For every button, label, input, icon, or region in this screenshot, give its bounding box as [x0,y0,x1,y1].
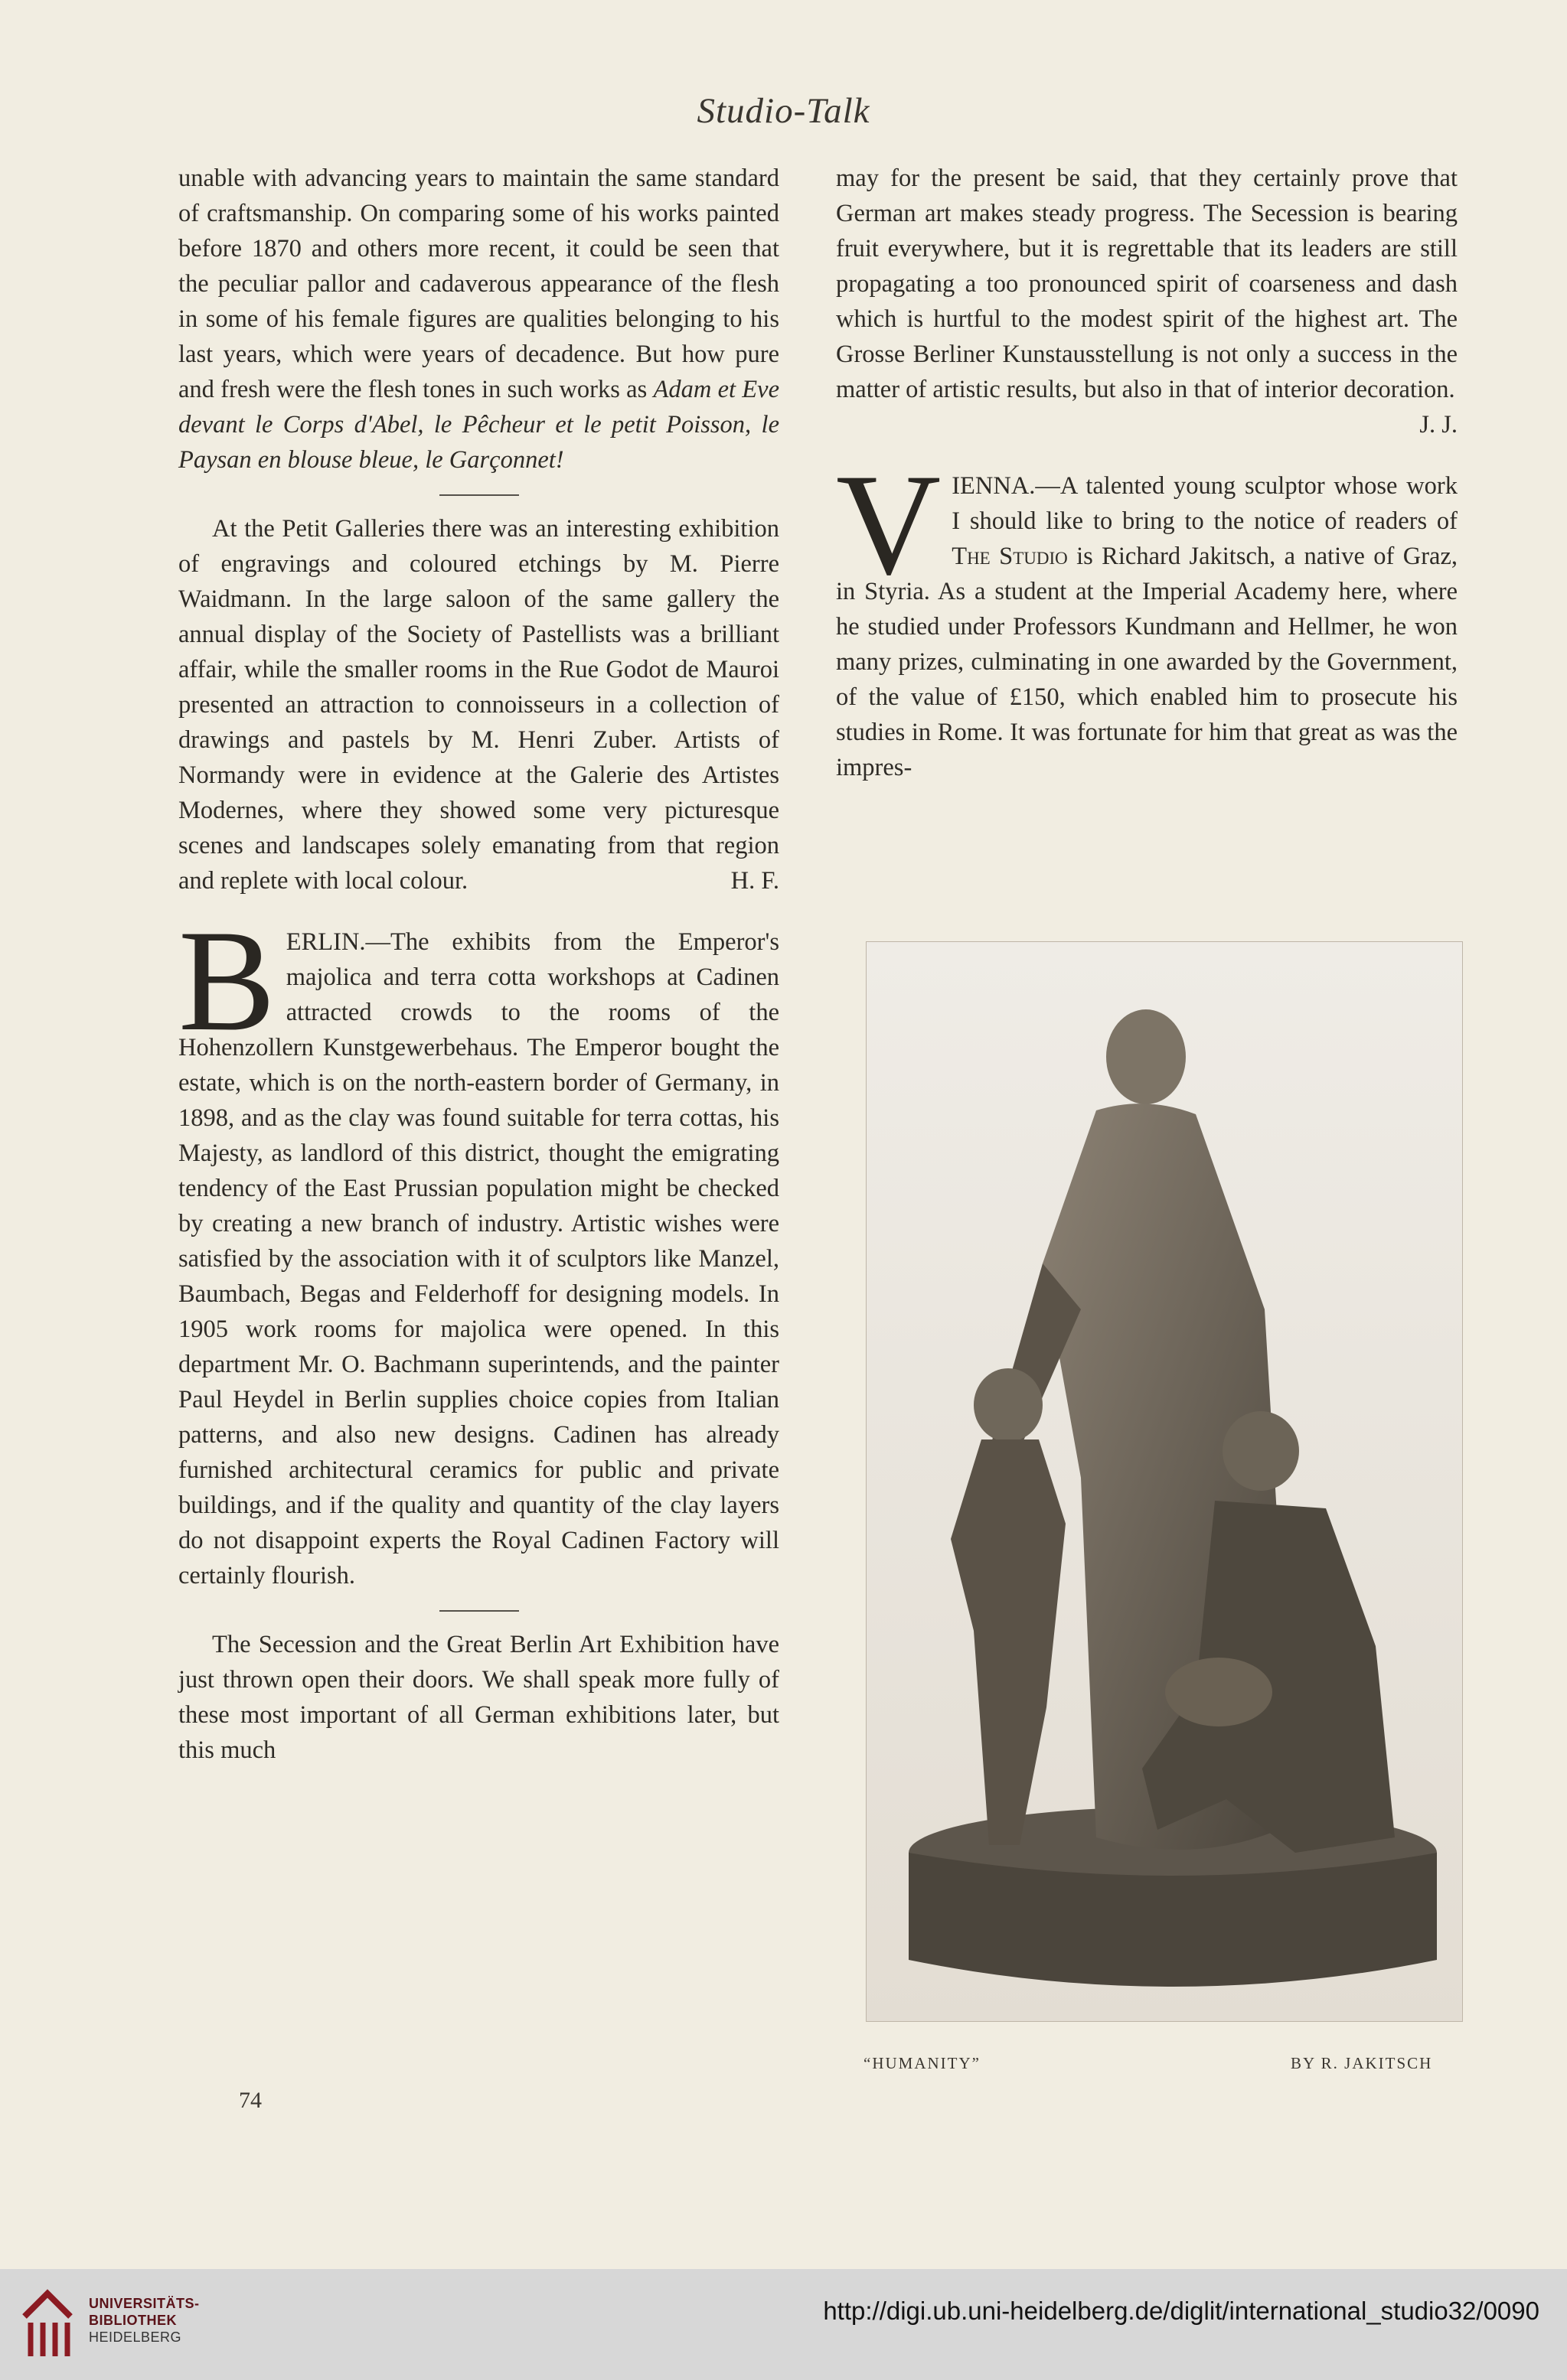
paragraph-text: ERLIN.—The exhibits from the Emperor's majolica and terra cotta workshops at Cadinen attracted crowds to the rooms of the Hohenzollern Kunstgewerbehaus. The Emperor bought the estate, which is on the north-eastern border of Germany, in 1898, and as the clay was found suitable for terra cottas, his Majesty, as landlord of this district, thought the emigrating tendency of the East Prussian population might be checked by creating a new branch of industry. Artistic wishes were satisfied by the association with it of sculptors like Manzel, Baumbach, Begas and Felderhoff for designing models. In 1905 work rooms for majolica were opened. In this department Mr. O. Bachmann superintends, and the painter Paul Heydel in Berlin supplies choice copies from Italian patterns, and also new designs. Cadinen has already furnished architectural ceramics for public and private buildings, and if the quality and quantity of the clay layers do not disappoint experts the Royal Cadinen Factory will certainly flourish. [178,928,779,1589]
library-name [89,2295,200,2346]
sculpture-drawing [867,942,1462,2021]
sculpture-photograph [866,941,1463,2022]
paragraph-text: may for the present be said, that they certainly prove that German art makes steady progress. The Secession is bearing fruit everywhere, but it is regrettable that its leaders are still propagating a too pronounced spirit of coarseness and dash which is hurtful to the modest spirit of the highest art. The Grosse Berliner Kunstausstellung is not only a success in the matter of artistic results, but also in that of interior decoration. [836,165,1458,403]
drop-cap: V [836,445,942,605]
library-logo-icon[interactable] [17,2286,78,2366]
section-rule [439,1610,519,1612]
paragraph-text: At the Petit Galleries there was an interesting exhibition of engravings and coloured etchings by M. Pierre Waidmann. In the large saloon of the same gallery the annual display of the Society of Pastellists was a brilliant affair, while the smaller rooms in the Rue Godot de Mauroi presented an attraction to connoisseurs in a collection of drawings and pastels by M. Henri Zuber. Artists of Normandy were in evidence at the Galerie des Artistes Modernes, where they showed some very picturesque scenes and landscapes solely emanating from that region and replete with local colour. [178,515,779,895]
paragraph-berlin-continued [836,161,1458,439]
library-name-line: HEIDELBERG [89,2329,182,2345]
left-column [178,161,779,1768]
drop-cap: B [178,901,276,1061]
digitization-footer [0,2269,1567,2380]
section-rule [439,494,519,496]
running-header: Studio-Talk [697,91,870,131]
child-figure [951,1439,1066,1845]
author-initials: H. F. [730,867,779,895]
right-column [836,161,1458,785]
library-name-line: BIBLIOTHEK [89,2313,177,2328]
paragraph-vienna [836,445,1458,785]
paragraph-text: is Richard Jakitsch, a native of Graz, in Styria. As a student at the Imperial Academy here, where he studied under Professors Kundmann and Hellmer, he won many prizes, culminating in one awarded by the Government, of the value of £150, which enabled him to prosecute his studies in Rome. It was fortunate for him that great as was the impres- [836,543,1458,781]
paragraph-text: The Secession and the Great Berlin Art Exhibition have just thrown open their doors. We shall speak more fully of these most important of all German exhibitions later, but this much [178,1631,779,1764]
caption-credit: BY R. JAKITSCH [1291,2054,1433,2072]
paragraph-text: IENNA.—A talented young sculptor whose work I should like to bring to the notice of readers of [952,472,1458,535]
basket [1165,1658,1272,1726]
paragraph-petit-galleries [178,511,779,898]
caption-title: “HUMANITY” [863,2054,981,2072]
paragraph-berlin [178,901,779,1593]
child-head [974,1368,1043,1442]
italic-titles: Adam et Eve devant le Corps d'Abel, le Pêcheur et le petit Poisson, le Paysan en blouse bleue, le Garçonnet! [178,376,780,474]
author-initials: J. J. [1419,411,1458,439]
man-head [1223,1411,1299,1491]
paragraph-manet-review [178,161,779,478]
page-number: 74 [239,2088,262,2113]
paragraph-text: unable with advancing years to maintain the same standard of craftsmanship. On comparing some of his works painted before 1870 and others more recent, it could be seen that the peculiar pallor and cadaverous appearance of the flesh in some of his female figures are qualities belonging to his last years, which were years of decadence. But how pure and fresh were the flesh tones in such works as [178,165,779,403]
magazine-name: The Studio [952,543,1068,570]
woman-head [1106,1009,1186,1104]
library-name-line: UNIVERSITÄTS- [89,2296,200,2311]
source-url-link[interactable]: http://digi.ub.uni-heidelberg.de/diglit/international_studio32/0090 [823,2297,1539,2325]
paragraph-secession [178,1627,779,1768]
